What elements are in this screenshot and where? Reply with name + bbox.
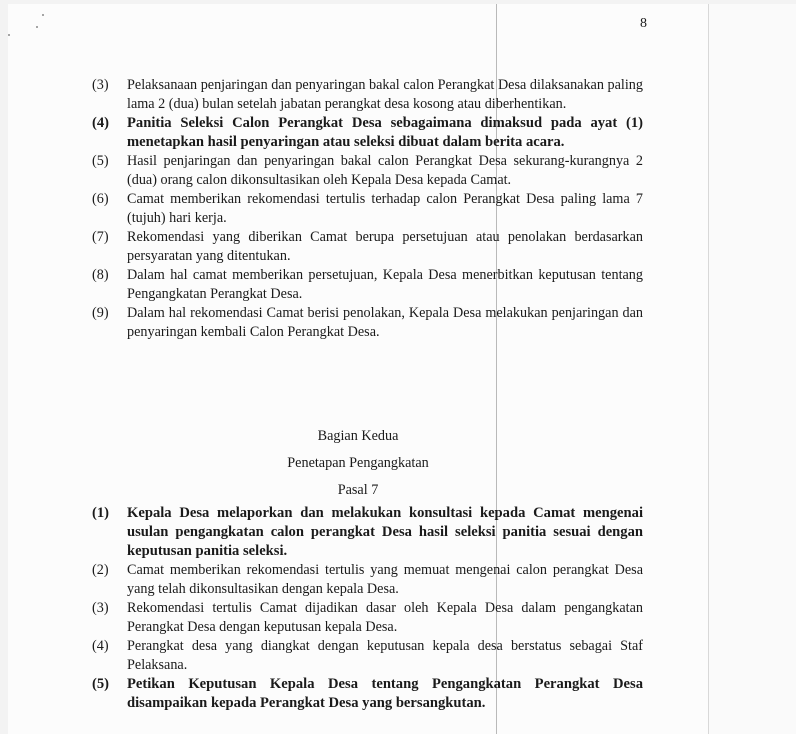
list-item [8, 675, 708, 713]
list-item [8, 76, 708, 114]
list-item [8, 228, 708, 266]
item-text: Camat memberikan rekomendasi tertulis terhadap calon Perangkat Desa paling lama 7 (tujuh) hari kerja. [127, 191, 643, 226]
item-number: (6) [92, 191, 109, 207]
item-text: Dalam hal rekomendasi Camat berisi penolakan, Kepala Desa melakukan penjaringan dan penyaringan kembali Calon Perangkat Desa. [127, 305, 643, 340]
item-number: (4) [92, 115, 110, 131]
item-text: Rekomendasi tertulis Camat dijadikan dasar oleh Kepala Desa dalam pengangkatan Perangkat Desa dengan keputusan kepala Desa. [127, 600, 643, 635]
list-item [8, 266, 708, 304]
part-heading: Bagian Kedua [317, 428, 399, 444]
item-number: (2) [92, 562, 109, 578]
section-title: Penetapan Pengangkatan [287, 455, 429, 471]
list-item [8, 114, 708, 152]
item-text: Dalam hal camat memberikan persetujuan, Kepala Desa menerbitkan keputusan tentang Pengangkatan Perangkat Desa. [127, 267, 643, 302]
paragraph-list-top [8, 76, 708, 342]
item-text: Camat memberikan rekomendasi tertulis yang memuat mengenai calon perangkat Desa yang telah dikonsultasikan dengan kepala Desa. [127, 562, 643, 597]
scan-speck [8, 34, 10, 36]
item-number: (8) [92, 267, 109, 283]
list-item [8, 637, 708, 675]
scan-speck [36, 26, 38, 28]
article-heading: Pasal 7 [337, 482, 379, 498]
item-number: (1) [92, 505, 110, 521]
item-text: Hasil penjaringan dan penyaringan bakal calon Perangkat Desa sekurang-kurangnya 2 (dua) orang calon dikonsultasikan oleh Kepala Desa kepada Camat. [127, 153, 643, 188]
item-text: Rekomendasi yang diberikan Camat berupa persetujuan atau penolakan berdasarkan persyaratan yang ditentukan. [127, 229, 643, 264]
item-text: Panitia Seleksi Calon Perangkat Desa sebagaimana dimaksud pada ayat (1) menetapkan hasil penyaringan atau seleksi dibuat dalam berita acara. [127, 115, 643, 150]
page-number: 8 [640, 16, 647, 31]
list-item [8, 599, 708, 637]
item-number: (9) [92, 305, 109, 321]
item-text: Petikan Keputusan Kepala Desa tentang Pengangkatan Perangkat Desa disampaikan kepada Perangkat Desa yang bersangkutan. [127, 676, 643, 711]
item-text: Kepala Desa melaporkan dan melakukan konsultasi kepada Camat mengenai usulan pengangkatan calon perangkat Desa hasil seleksi panitia sesuai dengan keputusan panitia seleksi. [127, 505, 643, 559]
item-number: (5) [92, 153, 109, 169]
item-number: (3) [92, 77, 109, 93]
item-number: (5) [92, 676, 110, 692]
list-item [8, 561, 708, 599]
item-number: (3) [92, 600, 109, 616]
item-text: Pelaksanaan penjaringan dan penyaringan bakal calon Perangkat Desa dilaksanakan paling lama 2 (dua) bulan setelah jabatan perangkat desa kosong atau diberhentikan. [127, 77, 643, 112]
item-number: (7) [92, 229, 109, 245]
scan-speck [42, 14, 44, 16]
viewer-right-margin [708, 4, 796, 734]
paragraph-list-bottom [8, 504, 708, 713]
document-page [8, 4, 708, 734]
list-item [8, 152, 708, 190]
item-number: (4) [92, 638, 109, 654]
list-item [8, 504, 708, 561]
list-item [8, 190, 708, 228]
item-text: Perangkat desa yang diangkat dengan keputusan kepala desa berstatus sebagai Staf Pelaksana. [127, 638, 643, 673]
list-item [8, 304, 708, 342]
